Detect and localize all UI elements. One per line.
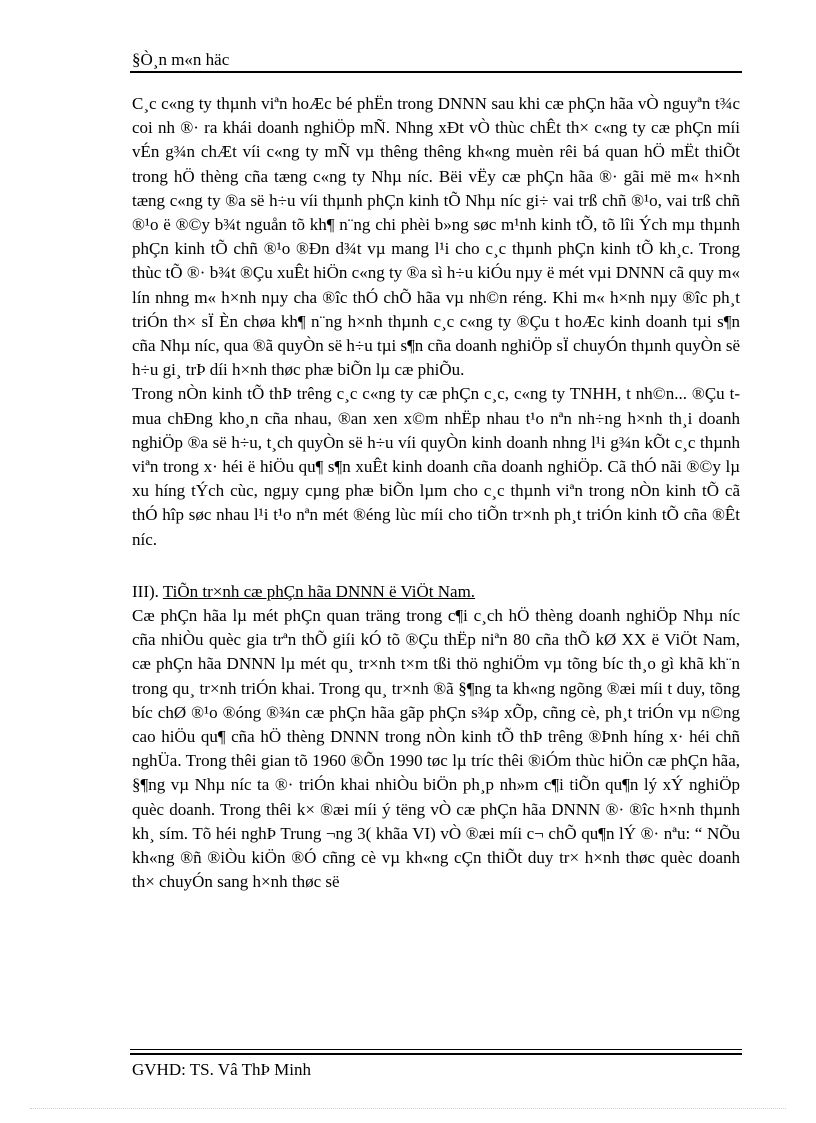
body-text [132,92,740,895]
paragraph-3: Cæ phÇn hãa lµ mét phÇn quan träng trong c¶i c¸ch hÖ thèng doanh nghiÖp Nhµ níc cña nhiÒu quèc gia trªn thÕ giíi kÓ tõ ®Çu thËp niªn 80 cña thÕ kØ XX ë ViÖt Nam, cæ phÇn hãa DNNN lµ mét qu¸ tr×nh t×m tßi thö nghiÖm vµ tõng bíc th¸o gì khã kh¨n trong qu¸ tr×nh triÓn khai. Trong qu¸ tr×nh ®ã §¶ng ta kh«ng ngõng ®æi míi t duy, tõng bíc chØ ®¹o ®óng ®¾n cæ phÇn hãa gãp phÇn s¾p xÕp, cñng cè, ph¸t triÓn vµ n©ng cao hiÖu qu¶ cña hÖ thèng DNNN trong nÒn kinh tÕ thÞ trêng ®Þnh híng x· héi chñ nghÜa. Trong thêi gian tõ 1960 ®Õn 1990 tøc lµ tríc thêi ®iÓm thùc hiÖn cæ phÇn hãa, §¶ng vµ Nhµ níc ta ®· triÓn khai nhiÒu biÖn ph¸p nh»m c¶i tiÕn qu¶n lý xÝ nghiÖp quèc doanh. Trong thêi k× ®æi míi ý tëng vÒ cæ phÇn hãa DNNN ®· ®îc h×nh thµnh kh¸ sím. Tõ héi nghÞ Trung ¬ng 3( khãa VI) vÒ ®æi míi c¬ chÕ qu¶n lÝ ®· nªu: “ NÕu kh«ng ®ñ ®iÒu kiÖn ®Ó cñng cè vµ kh«ng cÇn thiÕt duy tr× h×nh thøc quèc doanh th× chuyÓn sang h×nh thøc së [132,606,740,892]
footer-rule-bottom [130,1053,742,1055]
section-heading [132,580,740,604]
page-footer-text: GVHD: TS. Vâ ThÞ Minh [132,1060,311,1079]
paragraph-2: Trong nÒn kinh tÕ thÞ trêng c¸c c«ng ty cæ phÇn c¸c, c«ng ty TNHH, t nh©n... ®Çu t mua chÐng kho¸n cña nhau, ®an xen x©m nhËp nhau t¹o nªn nh÷ng h×nh th¸i doanh nghiÖp ®a së h÷u, t¸ch quyÒn së h÷u víi quyÒn kinh doanh nhng l¹i g¾n kÕt c¸c thµnh viªn trong x· héi ë hiÖu qu¶ s¶n xuÊt kinh doanh cña doanh nghiÖp. Cã thÓ nãi ®©y lµ xu híng tÝch cùc, ngµy cµng phæ biÕn lµm cho c¸c thµnh viªn trong nÒn kinh tÕ cã thÓ hîp søc nhau l¹i t¹o nªn mét ®éng lùc míi cho tiÕn tr×nh ph¸t triÓn kinh tÕ cña ®Êt níc. [132,384,740,549]
section-title: TiÕn tr×nh cæ phÇn hãa DNNN ë ViÖt Nam. [162,581,476,601]
page-header-title: §Ò¸n m«n häc [132,50,230,69]
paragraph-1: C¸c c«ng ty thµnh viªn hoÆc bé phËn trong DNNN sau khi cæ phÇn hãa vÒ nguyªn t¾c coi nh ®· ra khái doanh nghiÖp mÑ. Nhng xÐt vÒ thùc chÊt th× c«ng ty cæ phÇn míi vÉn g¾n chÆt víi c«ng ty mÑ vµ thêng thêng kh«ng muèn rêi bá quan hÖ mËt thiÕt trong hÖ thèng cña tæng c«ng ty Nhµ níc. Bëi vËy cæ phÇn hãa ®· gãi më m« h×nh tæng c«ng ty ®a së h÷u víi thµnh phÇn kinh tÕ Nhµ níc gi÷ vai trß chñ ®¹o, vai trß chñ ®¹o ë ®©y b¾t nguån tõ kh¶ n¨ng chi phèi b»ng søc m¹nh kinh tÕ, tõ lîi Ých mµ thµnh phÇn kinh tÕ chñ ®¹o ®Ðn d¾t vµ mang l¹i cho c¸c thµnh phÇn kinh tÕ kh¸c. Trong thùc tÕ ®· b¾t ®Çu xuÊt hiÖn c«ng ty ®a sì h÷u kiÓu nµy ë mét vµi DNNN cã quy m« lín nhng m« h×nh nµy cha ®îc thÓ chÕ hãa vµ nh©n réng. Khi m« h×nh nµy ®îc ph¸t triÓn th× sÏ Èn chøa kh¶ n¨ng h×nh thµnh c¸c c«ng ty ®Çu t hoÆc kinh doanh tµi s¶n cña Nhµ níc, qua ®ã quyÒn së h÷u tµi s¶n cña doanh nghiÖp sÏ chuyÓn thµnh quyÒn së h÷u gi¸ trÞ díi h×nh thøc phæ biÕn lµ cæ phiÕu. [132,94,740,380]
header-rule [130,71,742,73]
paragraph-spacer [132,552,740,580]
section-number: III). [132,581,159,601]
footer-rule-top [130,1049,742,1050]
page-bottom-dotted-edge [30,1108,786,1109]
